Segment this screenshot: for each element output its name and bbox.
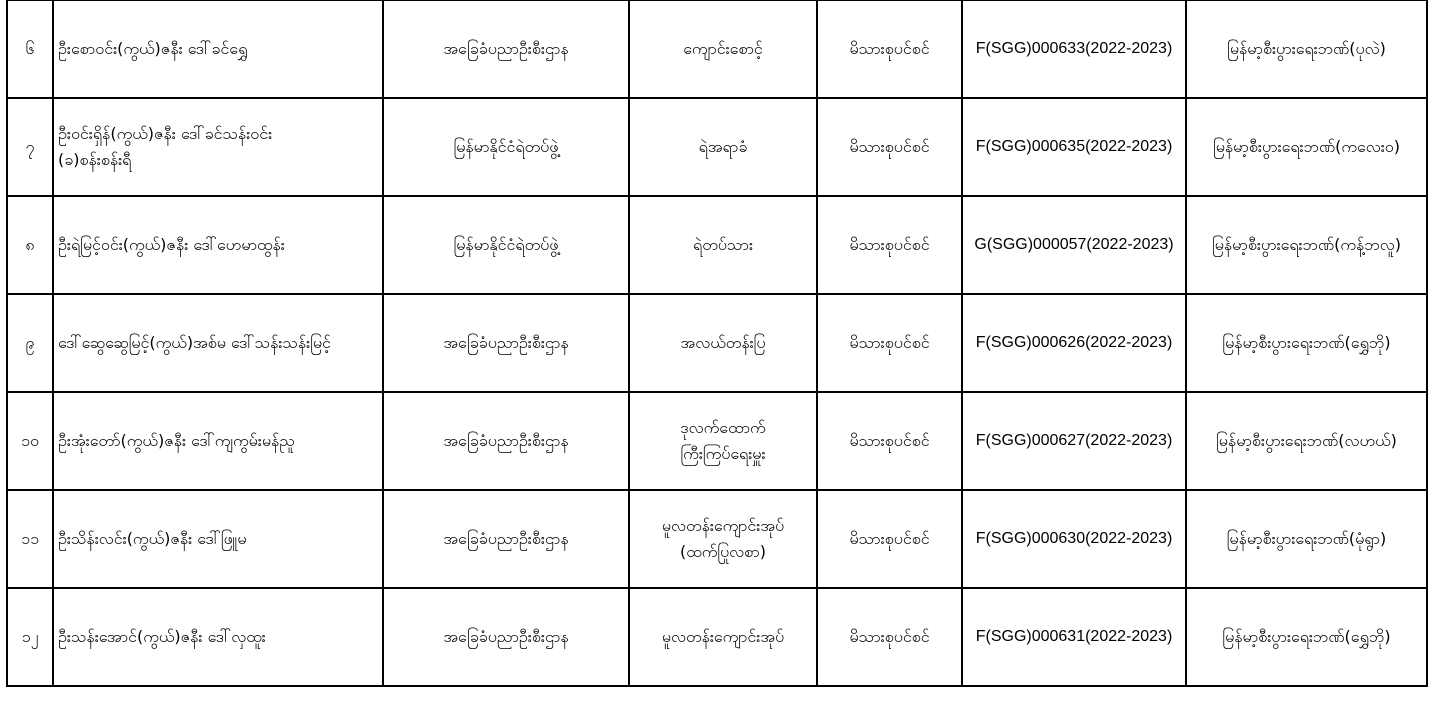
position-cell <box>629 294 817 392</box>
department-cell: အခြေခံပညာဦးစီးဌာန <box>383 588 629 686</box>
name-cell <box>53 392 383 490</box>
department-cell: အခြေခံပညာဦးစီးဌာန <box>383 490 629 588</box>
pension-type-cell: မိသားစုပင်စင် <box>817 588 962 686</box>
registration-number-cell: F(SGG)000627(2022-2023) <box>962 392 1186 490</box>
table-row <box>7 196 1427 294</box>
pension-type-cell: မိသားစုပင်စင် <box>817 294 962 392</box>
name-line: ဦးသန်းအောင်(ကွယ်)ဇနီး ဒေါ်လှထူး <box>58 627 266 647</box>
name-cell <box>53 294 383 392</box>
name-line: ဦးစောဝင်း(ကွယ်)ဇနီး ဒေါ်ခင်ရွှေ <box>58 39 248 59</box>
name-cell <box>53 490 383 588</box>
pension-table <box>6 0 1428 687</box>
registration-number-cell: F(SGG)000635(2022-2023) <box>962 98 1186 196</box>
name-line: ဒေါ်ဆွေဆွေမြင့်(ကွယ်)အစ်မ ဒေါ်သန်းသန်းမြင့် <box>58 333 331 353</box>
table-row <box>7 98 1427 196</box>
department-cell: အခြေခံပညာဦးစီးဌာန <box>383 392 629 490</box>
pension-type-cell: မိသားစုပင်စင် <box>817 1 962 99</box>
position-line: ရဲအရာခံ <box>698 137 748 157</box>
position-line: ဒုလက်ထောက် <box>680 418 766 438</box>
payment-office-cell: မြန်မာ့စီးပွားရေးဘဏ်(မုံရွာ) <box>1186 490 1427 588</box>
payment-office-cell: မြန်မာ့စီးပွားရေးဘဏ်(ကလေးဝ) <box>1186 98 1427 196</box>
position-cell <box>629 588 817 686</box>
name-line: ဦးအုံးတော်(ကွယ်)ဇနီး ဒေါ်ကျကွမ်းမန်ညူ <box>58 431 295 451</box>
position-line: မူလတန်းကျောင်းအုပ် <box>661 516 785 536</box>
name-cell <box>53 1 383 99</box>
department-cell: မြန်မာနိုင်ငံရဲတပ်ဖွဲ့ <box>383 98 629 196</box>
name-cell <box>53 98 383 196</box>
payment-office-cell: မြန်မာ့စီးပွားရေးဘဏ်(ပုလဲ) <box>1186 1 1427 99</box>
position-cell <box>629 490 817 588</box>
table-row <box>7 490 1427 588</box>
department-cell: အခြေခံပညာဦးစီးဌာန <box>383 1 629 99</box>
name-line: (ခ)စန်းစန်းရီ <box>58 150 132 169</box>
table-row <box>7 392 1427 490</box>
serial-number-cell: ၆ <box>7 1 53 99</box>
name-line: ဦးရဲမြင့်ဝင်း(ကွယ်)ဇနီး ဒေါ်ဟေမာထွန်း <box>58 235 285 255</box>
payment-office-cell: မြန်မာ့စီးပွားရေးဘဏ်(ရွှေဘို) <box>1186 588 1427 686</box>
position-cell <box>629 98 817 196</box>
name-line: ဦးသိန်းလင်း(ကွယ်)ဇနီး ဒေါ်ဖြူမ <box>58 529 247 549</box>
pension-type-cell: မိသားစုပင်စင် <box>817 490 962 588</box>
table-row <box>7 588 1427 686</box>
position-cell <box>629 392 817 490</box>
serial-number-cell: ၉ <box>7 294 53 392</box>
position-line: ကျောင်းစောင့် <box>683 39 763 59</box>
payment-office-cell: မြန်မာ့စီးပွားရေးဘဏ်(ကန့်ဘလူ) <box>1186 196 1427 294</box>
position-line: အလယ်တန်းပြ <box>680 333 766 353</box>
serial-number-cell: ၇ <box>7 98 53 196</box>
name-line: ဦးဝင်းရှိန်(ကွယ်)ဇနီး ဒေါ်ခင်သန်းဝင်း <box>58 124 273 144</box>
table-row <box>7 294 1427 392</box>
serial-number-cell: ၈ <box>7 196 53 294</box>
position-line: ရဲတပ်သား <box>693 235 753 255</box>
pension-type-cell: မိသားစုပင်စင် <box>817 196 962 294</box>
registration-number-cell: F(SGG)000633(2022-2023) <box>962 1 1186 99</box>
registration-number-cell: F(SGG)000626(2022-2023) <box>962 294 1186 392</box>
serial-number-cell: ၁၀ <box>7 392 53 490</box>
pension-type-cell: မိသားစုပင်စင် <box>817 98 962 196</box>
pension-type-cell: မိသားစုပင်စင် <box>817 392 962 490</box>
payment-office-cell: မြန်မာ့စီးပွားရေးဘဏ်(ရွှေဘို) <box>1186 294 1427 392</box>
table-body <box>7 1 1427 687</box>
position-line: (ထက်ပြုလစာ) <box>680 542 766 561</box>
position-cell <box>629 196 817 294</box>
serial-number-cell: ၁၂ <box>7 588 53 686</box>
department-cell: အခြေခံပညာဦးစီးဌာန <box>383 294 629 392</box>
department-cell: မြန်မာနိုင်ငံရဲတပ်ဖွဲ့ <box>383 196 629 294</box>
registration-number-cell: F(SGG)000630(2022-2023) <box>962 490 1186 588</box>
registration-number-cell: F(SGG)000631(2022-2023) <box>962 588 1186 686</box>
name-cell <box>53 196 383 294</box>
position-line: မူလတန်းကျောင်းအုပ် <box>661 627 785 647</box>
table-row <box>7 1 1427 99</box>
position-line: ကြီးကြပ်ရေးမှူး <box>680 444 766 463</box>
payment-office-cell: မြန်မာ့စီးပွားရေးဘဏ်(လဟယ်) <box>1186 392 1427 490</box>
serial-number-cell: ၁၁ <box>7 490 53 588</box>
registration-number-cell: G(SGG)000057(2022-2023) <box>962 196 1186 294</box>
position-cell <box>629 1 817 99</box>
name-cell <box>53 588 383 686</box>
